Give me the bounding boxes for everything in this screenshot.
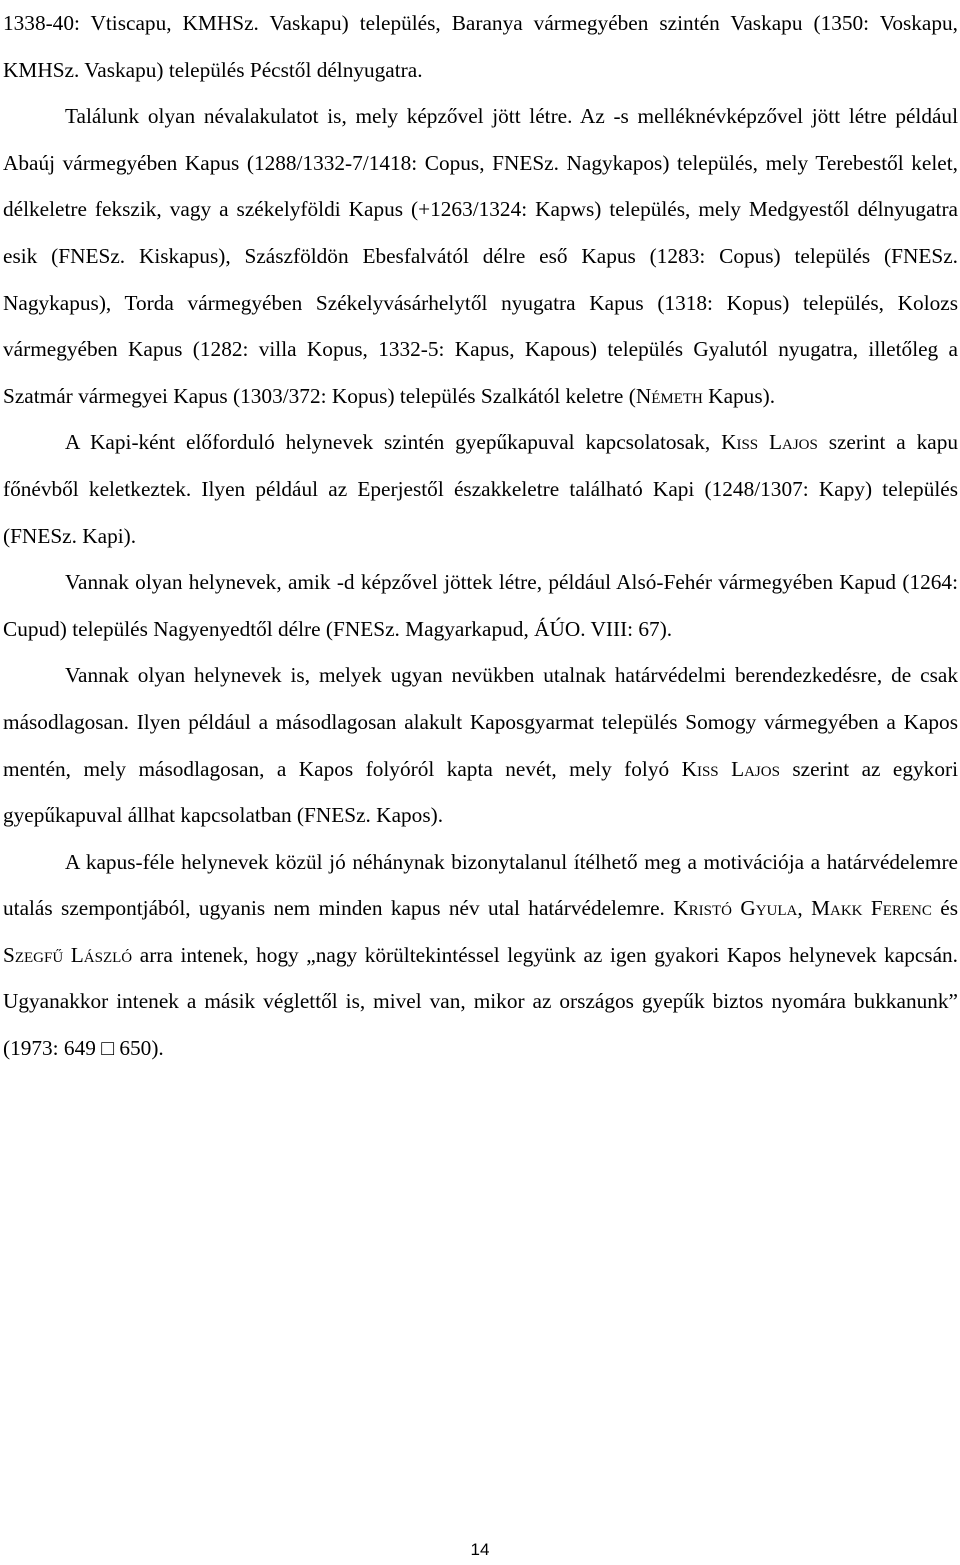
text-run: 1338-40: Vtiscapu, KMHSz. Vaskapu) település, Baranya vármegyében szintén Vaskapu (1350: Voskapu, KMHSz. Vaskapu) település Pécstől délnyugatra. <box>3 11 958 82</box>
paragraph-1 <box>3 0 958 93</box>
author-name: Kiss Lajos <box>721 430 818 455</box>
paragraph-3 <box>3 419 958 559</box>
page-number: 14 <box>470 1540 490 1559</box>
document-body <box>3 0 958 1072</box>
text-run: arra intenek, hogy „nagy körültekintéssel legyünk az igen gyakori Kapos helynevek kapcsán. Ugyanakkor intenek a másik véglettől is, mivel van, mikor az országos gyepűk biztos nyomára bukkanunk” (1973: 649 □ 650). <box>3 942 959 1061</box>
text-run: A kapus-féle helynevek közül jó néhánynak bizonytalanul ítélhető meg a motivációja a határvédelemre utalás szempontjából, ugyanis nem minden kapus név utal határvédelemre. <box>3 849 958 921</box>
text-run: szerint az egykori gyepűkapuval állhat kapcsolatban (FNESz. Kapos). <box>3 756 958 828</box>
text-run: Vannak olyan helynevek is, melyek ugyan nevükben utalnak határvédelmi berendezkedésre, de csak másodlagosan. Ilyen például a másodlagosan alakult Kaposgyarmat település Somogy vármegyében a Kapos mentén, mely másodlagosan, a Kapos folyóról kapta nevét, mely folyó <box>3 663 958 781</box>
author-name: Kiss Lajos <box>681 756 780 781</box>
text-run: szerint a kapu főnévből keletkeztek. Ilyen például az Eperjestől északkeletre található Kapi (1248/1307: Kapy) település (FNESz. Kapi). <box>3 430 958 548</box>
author-name: Németh <box>635 383 703 408</box>
paragraph-5 <box>3 652 958 838</box>
paragraph-2 <box>3 93 958 419</box>
text-run: és <box>931 896 958 921</box>
text-run: Kapus). <box>702 383 776 408</box>
author-name: Makk Ferenc <box>811 896 932 921</box>
author-name: Szegfű László <box>3 942 133 967</box>
author-name: Kristó Gyula <box>673 896 798 921</box>
text-run: Találunk olyan névalakulatot is, mely képzővel jött létre. Az -s melléknévképzővel jött létre például Abaúj vármegyében Kapus (1288/1332-7/1418: Copus, FNESz. Nagykapos) település, mely Terebestől kelet, délkeletre fekszik, vagy a székelyföldi Kapus (+1263/1324: Kapws) település, mely Medgyestől délnyugatra esik (FNESz. Kiskapus), Szászföldön Ebesfalvától délre eső Kapus (1283: Copus) település (FNESz. Nagykapus), Torda vármegyében Székelyvásárhelytől nyugatra Kapus (1318: Kopus) település, Kolozs vármegyében Kapus (1282: villa Kopus, 1332-5: Kapus, Kapous) település Gyalutól nyugatra, illetőleg a Szatmár vármegyei Kapus (1303/372: Kopus) település Szalkától keletre ( <box>3 104 958 408</box>
paragraph-6 <box>3 839 958 1072</box>
text-run: A Kapi-ként előforduló helynevek szintén gyepűkapuval kapcsolatosak, <box>65 430 722 455</box>
text-run: Vannak olyan helynevek, amik -d képzővel jöttek létre, például Alsó-Fehér vármegyében Kapud (1264: Cupud) település Nagyenyedtől délre (FNESz. Magyarkapud, ÁÚO. VIII: 67). <box>3 570 958 641</box>
paragraph-4 <box>3 559 958 652</box>
text-run: , <box>797 896 812 921</box>
